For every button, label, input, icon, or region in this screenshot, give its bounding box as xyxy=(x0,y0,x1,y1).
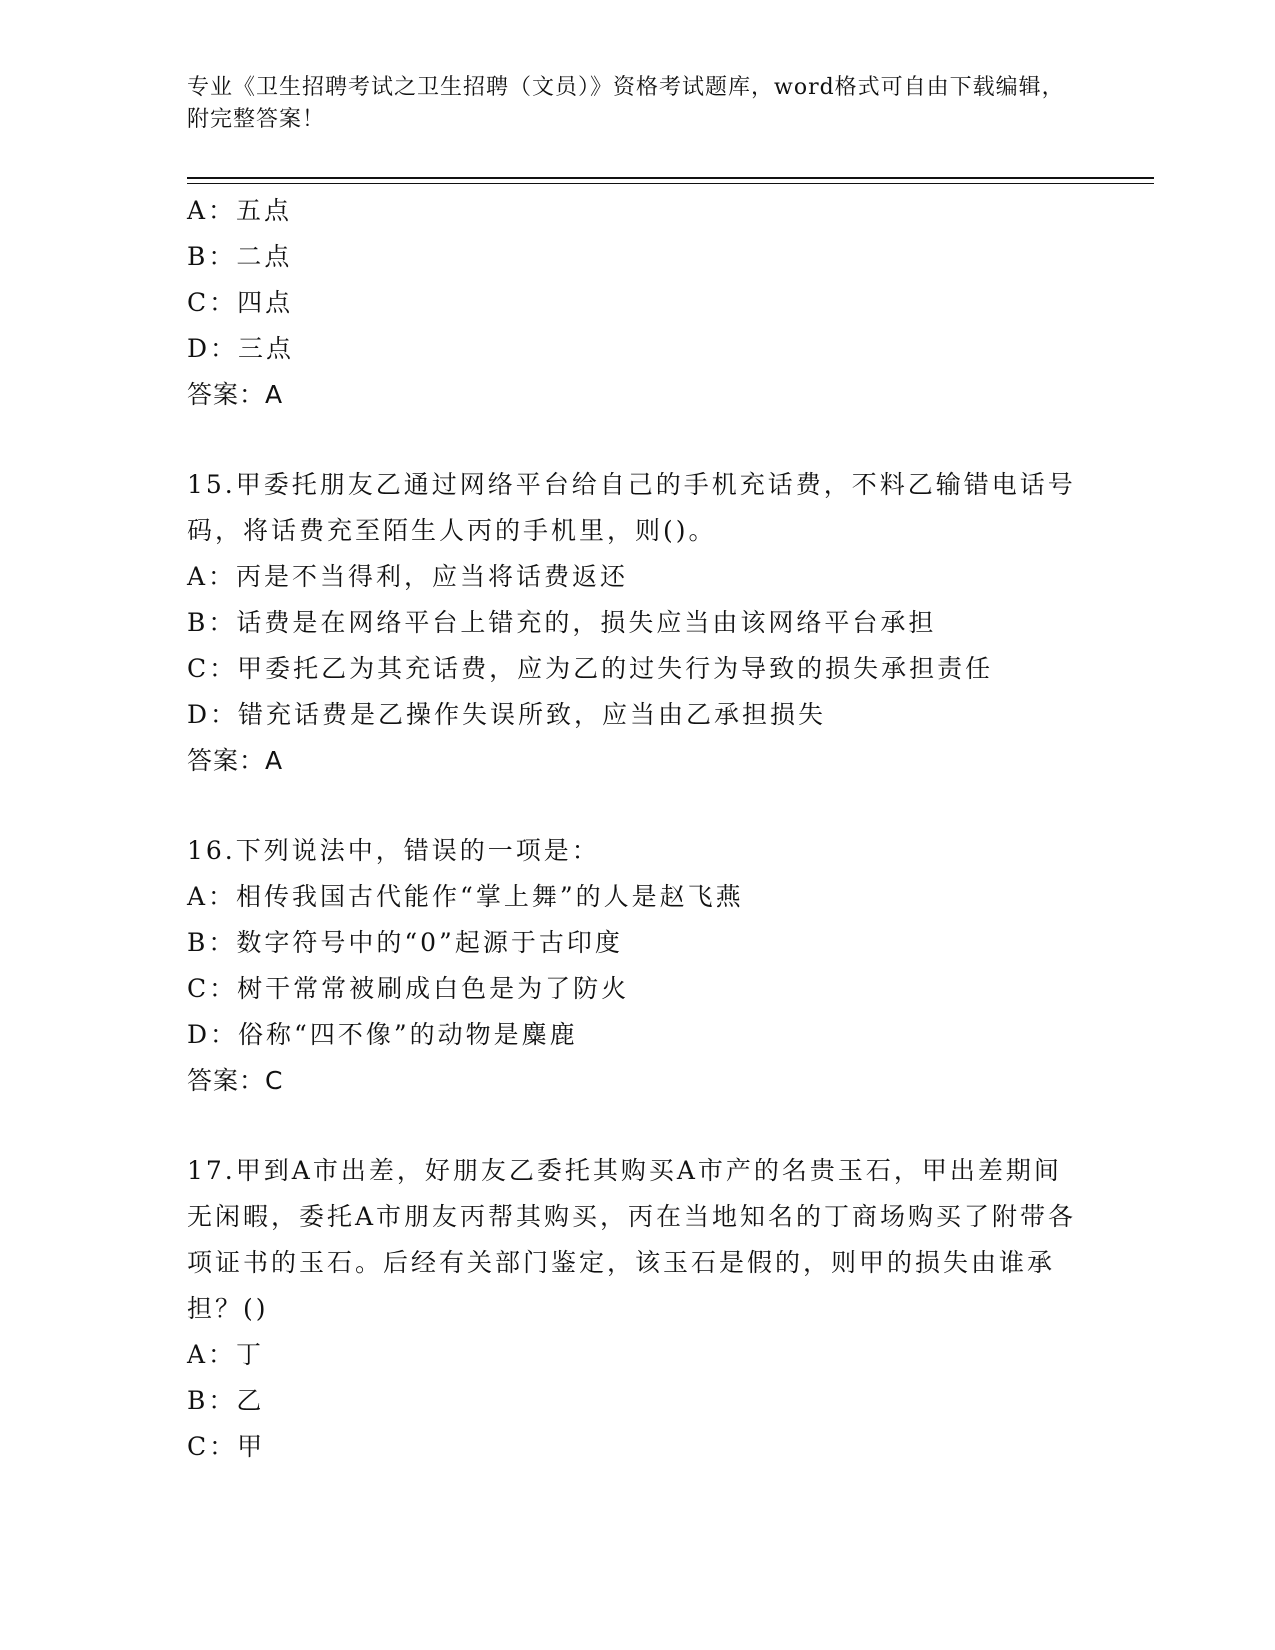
answer: 答案：A xyxy=(187,380,284,409)
option-c: C：甲 xyxy=(187,1432,266,1461)
option-c: C：四点 xyxy=(187,288,294,317)
option-c: C：树干常常被刷成白色是为了防火 xyxy=(187,974,630,1003)
option-a: A：相传我国古代能作“掌上舞”的人是赵飞燕 xyxy=(187,882,744,911)
option-b: B：话费是在网络平台上错充的，损失应当由该网络平台承担 xyxy=(187,608,937,637)
option-d: D：俗称“四不像”的动物是麋鹿 xyxy=(187,1020,578,1049)
spacer xyxy=(187,418,1087,462)
header-divider-thick xyxy=(187,177,1154,179)
spacer xyxy=(187,784,1087,828)
header-divider-thin xyxy=(187,183,1154,184)
option-a: A：五点 xyxy=(187,196,293,225)
option-a: A：丁 xyxy=(187,1340,265,1369)
option-d: D：三点 xyxy=(187,334,295,363)
option-c: C：甲委托乙为其充话费，应为乙的过失行为导致的损失承担责任 xyxy=(187,654,994,683)
option-d: D：错充话费是乙操作失误所致，应当由乙承担损失 xyxy=(187,700,827,729)
question-17 xyxy=(187,1148,1087,1470)
answer: 答案：A xyxy=(187,746,284,775)
question-text: 15.甲委托朋友乙通过网络平台给自己的手机充话费，不料乙输错电话号码，将话费充至陌生人丙的手机里，则()。 xyxy=(187,470,1076,545)
question-16 xyxy=(187,828,1087,1104)
option-b: B：二点 xyxy=(187,242,293,271)
answer: 答案：C xyxy=(187,1066,284,1095)
question-14 xyxy=(187,188,1087,418)
question-15 xyxy=(187,462,1087,784)
option-b: B：乙 xyxy=(187,1386,265,1415)
spacer xyxy=(187,1104,1087,1148)
question-text: 16.下列说法中，错误的一项是： xyxy=(187,836,600,865)
question-list xyxy=(187,188,1087,1470)
option-a: A：丙是不当得利，应当将话费返还 xyxy=(187,562,629,591)
document-header: 专业《卫生招聘考试之卫生招聘（文员）》资格考试题库，word格式可自由下载编辑，附完整答案！ xyxy=(187,75,1065,132)
question-text: 17.甲到A市出差，好朋友乙委托其购买A市产的名贵玉石，甲出差期间无闲暇，委托A市朋友丙帮其购买，丙在当地知名的丁商场购买了附带各项证书的玉石。后经有关部门鉴定，该玉石是假的，则甲的损失由谁承担？() xyxy=(187,1156,1077,1323)
option-b: B：数字符号中的“0”起源于古印度 xyxy=(187,928,623,957)
